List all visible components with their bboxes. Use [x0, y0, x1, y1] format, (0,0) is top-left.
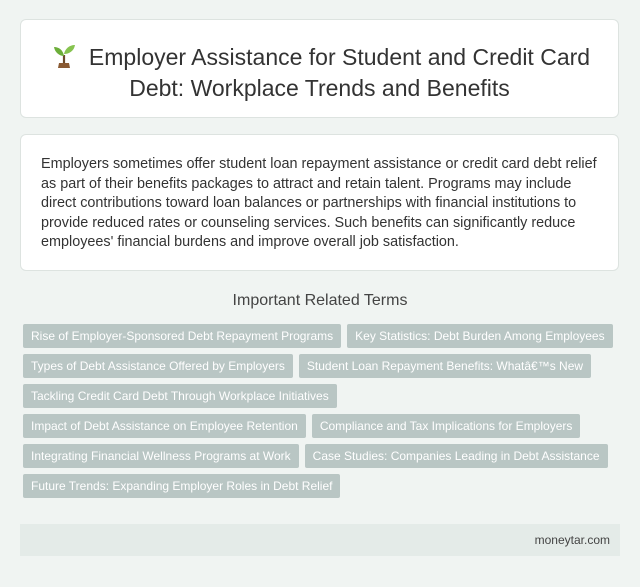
- related-terms-heading: Important Related Terms: [232, 292, 408, 309]
- related-term-tag[interactable]: Compliance and Tax Implications for Employers: [312, 414, 581, 438]
- title-card: [20, 19, 619, 118]
- related-term-tag[interactable]: Key Statistics: Debt Burden Among Employees: [347, 324, 612, 348]
- related-terms-list: [23, 324, 623, 498]
- summary-card: [20, 134, 619, 271]
- seedling-icon: [49, 42, 79, 70]
- related-term-tag[interactable]: Types of Debt Assistance Offered by Employers: [23, 354, 293, 378]
- page-title: [41, 42, 598, 104]
- footer-site-link[interactable]: moneytar.com: [534, 533, 610, 547]
- related-term-tag[interactable]: Case Studies: Companies Leading in Debt Assistance: [305, 444, 608, 468]
- page-title-text: Employer Assistance for Student and Credit Card Debt: Workplace Trends and Benefits: [88, 44, 591, 101]
- related-term-tag[interactable]: Rise of Employer-Sponsored Debt Repayment Programs: [23, 324, 341, 348]
- related-term-tag[interactable]: Impact of Debt Assistance on Employee Retention: [23, 414, 306, 438]
- related-term-tag[interactable]: Integrating Financial Wellness Programs at Work: [23, 444, 299, 468]
- related-term-tag[interactable]: Tackling Credit Card Debt Through Workplace Initiatives: [23, 384, 337, 408]
- related-term-tag[interactable]: Student Loan Repayment Benefits: Whatâ€™s New: [299, 354, 591, 378]
- summary-text: Employers sometimes offer student loan repayment assistance or credit card debt relief as part of their benefits packages to attract and retain talent. Programs may include direct contributions toward loan balances or partnerships with financial institutions to provide reduced rates or counseling services. Such benefits can significantly reduce employees' financial burdens and improve overall job satisfaction.: [41, 156, 597, 250]
- related-term-tag[interactable]: Future Trends: Expanding Employer Roles in Debt Relief: [23, 474, 340, 498]
- footer: [20, 524, 620, 556]
